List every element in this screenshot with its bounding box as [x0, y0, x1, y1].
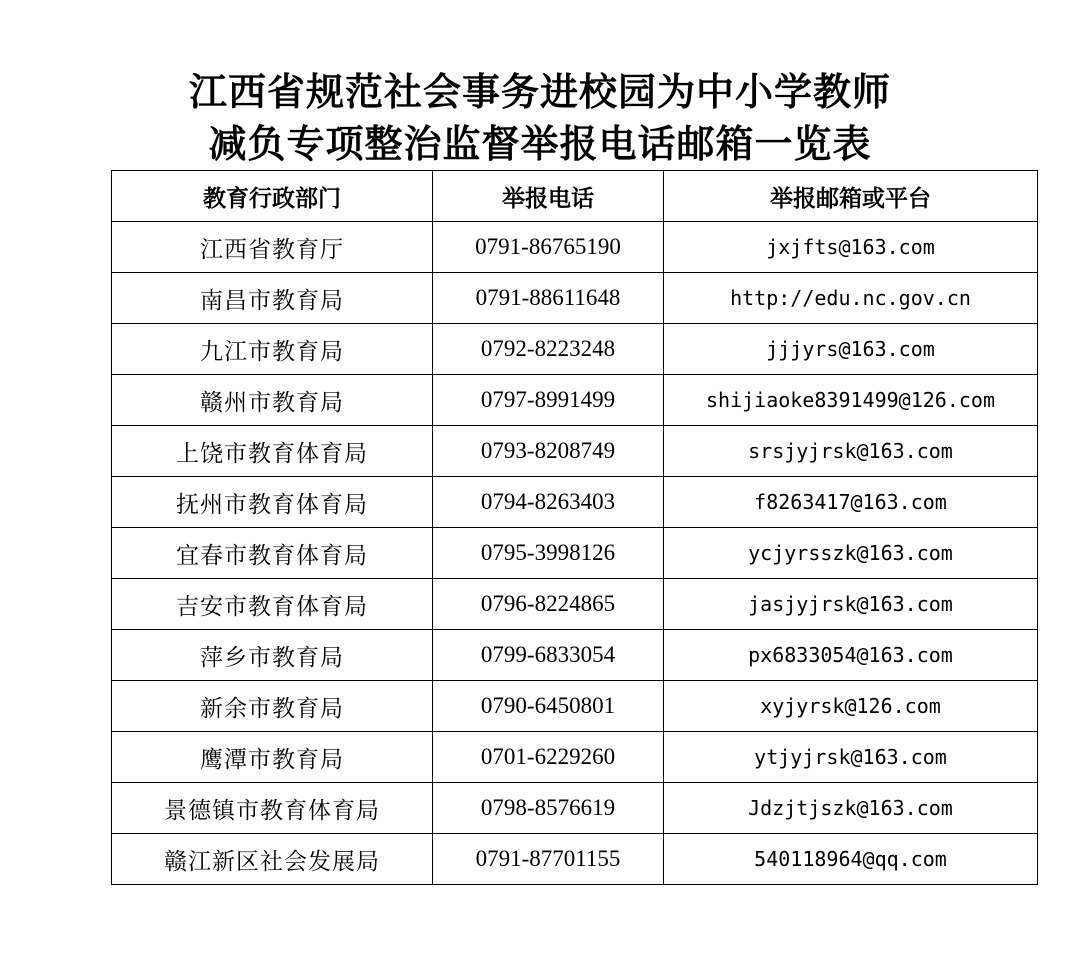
email-cell: xyjyrsk@126.com — [664, 681, 1038, 732]
email-cell: jasjyjrsk@163.com — [664, 579, 1038, 630]
email-cell: http://edu.nc.gov.cn — [664, 273, 1038, 324]
title-line-2: 减负专项整治监督举报电话邮箱一览表 — [208, 122, 872, 166]
email-cell: srsjyjrsk@163.com — [664, 426, 1038, 477]
email-cell: f8263417@163.com — [664, 477, 1038, 528]
table-row — [112, 324, 1038, 375]
department-cell: 宜春市教育体育局 — [112, 528, 433, 579]
phone-cell: 0790-6450801 — [433, 681, 664, 732]
phone-cell: 0791-86765190 — [433, 222, 664, 273]
email-cell: ytjyjrsk@163.com — [664, 732, 1038, 783]
header-department: 教育行政部门 — [112, 171, 433, 222]
email-cell: Jdzjtjszk@163.com — [664, 783, 1038, 834]
department-cell: 抚州市教育体育局 — [112, 477, 433, 528]
report-contact-table — [111, 170, 1038, 885]
email-cell: jjjyrs@163.com — [664, 324, 1038, 375]
phone-cell: 0795-3998126 — [433, 528, 664, 579]
phone-cell: 0791-87701155 — [433, 834, 664, 885]
phone-cell: 0792-8223248 — [433, 324, 664, 375]
table-row — [112, 834, 1038, 885]
title-line-1: 江西省规范社会事务进校园为中小学教师 — [188, 70, 891, 114]
phone-cell: 0701-6229260 — [433, 732, 664, 783]
table-row — [112, 783, 1038, 834]
table-row — [112, 528, 1038, 579]
phone-cell: 0797-8991499 — [433, 375, 664, 426]
phone-cell: 0799-6833054 — [433, 630, 664, 681]
phone-cell: 0791-88611648 — [433, 273, 664, 324]
department-cell: 景德镇市教育体育局 — [112, 783, 433, 834]
email-cell: jxjfts@163.com — [664, 222, 1038, 273]
department-cell: 新余市教育局 — [112, 681, 433, 732]
table-row — [112, 630, 1038, 681]
phone-cell: 0798-8576619 — [433, 783, 664, 834]
email-cell: ycjyrsszk@163.com — [664, 528, 1038, 579]
phone-cell: 0794-8263403 — [433, 477, 664, 528]
email-cell: shijiaoke8391499@126.com — [664, 375, 1038, 426]
table-row — [112, 579, 1038, 630]
email-cell: 540118964@qq.com — [664, 834, 1038, 885]
phone-cell: 0796-8224865 — [433, 579, 664, 630]
department-cell: 赣州市教育局 — [112, 375, 433, 426]
table-row — [112, 732, 1038, 783]
header-email: 举报邮箱或平台 — [664, 171, 1038, 222]
header-phone: 举报电话 — [433, 171, 664, 222]
department-cell: 萍乡市教育局 — [112, 630, 433, 681]
department-cell: 南昌市教育局 — [112, 273, 433, 324]
table-row — [112, 477, 1038, 528]
department-cell: 上饶市教育体育局 — [112, 426, 433, 477]
department-cell: 江西省教育厅 — [112, 222, 433, 273]
department-cell: 鹰潭市教育局 — [112, 732, 433, 783]
email-cell: px6833054@163.com — [664, 630, 1038, 681]
table-row — [112, 222, 1038, 273]
table-row — [112, 273, 1038, 324]
table-row — [112, 426, 1038, 477]
table-row — [112, 375, 1038, 426]
department-cell: 赣江新区社会发展局 — [112, 834, 433, 885]
phone-cell: 0793-8208749 — [433, 426, 664, 477]
document-title — [0, 66, 1080, 170]
table-row — [112, 681, 1038, 732]
department-cell: 吉安市教育体育局 — [112, 579, 433, 630]
department-cell: 九江市教育局 — [112, 324, 433, 375]
table-header-row — [112, 171, 1038, 222]
